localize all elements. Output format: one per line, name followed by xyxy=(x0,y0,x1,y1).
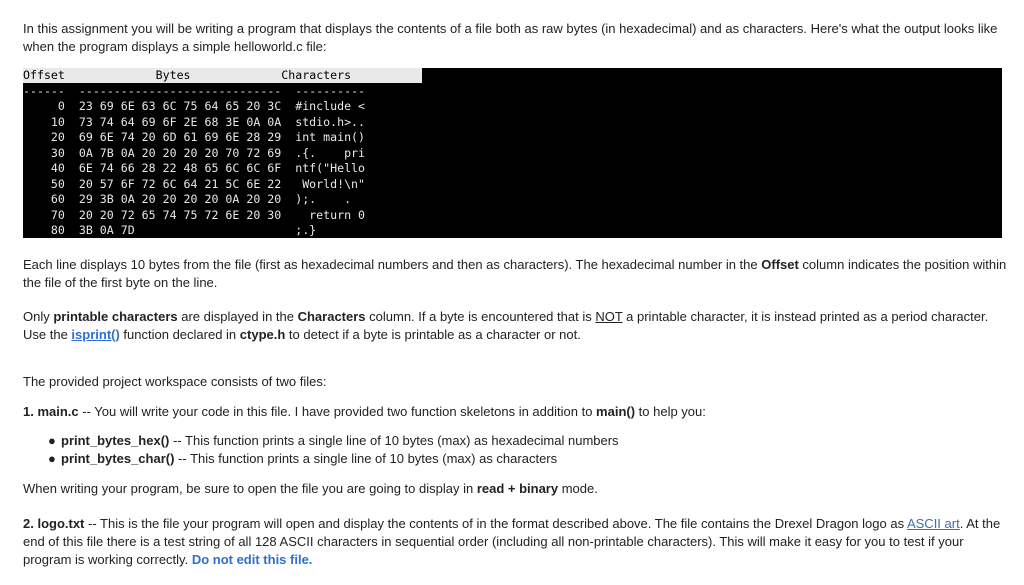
terminal-row xyxy=(23,146,365,162)
not-term: NOT xyxy=(595,309,623,324)
text: function declared in xyxy=(119,327,240,342)
text: -- You will write your code in this file. I have provided two function skeletons in addition to xyxy=(78,404,597,419)
header-bytes: Bytes xyxy=(155,68,191,82)
main-c-paragraph xyxy=(23,403,1008,421)
printable-term: printable characters xyxy=(53,309,178,324)
terminal-header xyxy=(23,68,351,84)
row-bytes: 73 74 64 69 6F 2E 68 3E 0A 0A xyxy=(78,114,282,129)
text: Each line displays 10 bytes from the file (first as hexadecimal numbers and then as characters). The hexadecimal number in the xyxy=(23,257,762,272)
header-characters: Characters xyxy=(281,68,352,82)
text: column indicates the position within the file of the first byte on the line. xyxy=(23,257,1007,290)
text: a printable character, it is instead printed as a period character. Use the xyxy=(23,309,989,342)
row-bytes: 23 69 6E 63 6C 75 64 65 20 3C xyxy=(78,99,282,113)
row-bytes: 29 3B 0A 20 20 20 20 0A 20 20 xyxy=(78,192,282,206)
intro-text: In this assignment you will be writing a program that displays the contents of a file both as raw bytes (in hexadecimal) and as characters. Here's what the output looks like when the program displays a simple helloworld.c file: xyxy=(23,21,998,54)
mode-term: read + binary xyxy=(476,481,559,496)
terminal-row xyxy=(23,177,365,193)
terminal-row xyxy=(23,223,316,239)
text: -- This is the file your program will open and display the contents of in the format described above. The file contains the Drexel Dragon logo as xyxy=(84,516,907,531)
list-item xyxy=(23,450,619,468)
text: The provided project workspace consists of two files: xyxy=(23,374,327,389)
logo-txt-paragraph xyxy=(23,515,1008,569)
terminal-separator xyxy=(23,84,365,100)
separator-characters: ---------- xyxy=(295,83,366,98)
line-description-paragraph xyxy=(23,256,1008,292)
text: . At the end of this file there is a test string of all 128 ASCII characters in sequential order (including all non-printable characters). This will make it easy for you to test if your program is working correctly. xyxy=(23,516,1001,567)
row-offset: 60 xyxy=(50,192,65,206)
row-bytes: 20 20 72 65 74 75 72 6E 20 30 xyxy=(78,207,282,222)
row-offset: 0 xyxy=(57,99,65,113)
bullet-icon: ● xyxy=(48,433,56,448)
row-offset: 10 xyxy=(50,114,65,129)
row-offset: 80 xyxy=(50,223,65,237)
logo-txt-heading: 2. logo.txt xyxy=(23,516,85,531)
row-bytes: 0A 7B 0A 20 20 20 20 70 72 69 xyxy=(78,145,282,160)
characters-term: Characters xyxy=(297,309,366,324)
list-item xyxy=(23,432,619,450)
terminal-row xyxy=(23,192,365,208)
text: to help you: xyxy=(635,404,706,419)
row-bytes: 6E 74 66 28 22 48 65 6C 6C 6F xyxy=(78,161,282,175)
isprint-link[interactable]: isprint() xyxy=(71,327,120,342)
offset-term: Offset xyxy=(761,257,799,272)
row-characters: int main() xyxy=(295,130,366,144)
row-characters: World!\n" xyxy=(295,176,366,191)
terminal-output xyxy=(23,68,1002,238)
row-bytes: 20 57 6F 72 6C 64 21 5C 6E 22 xyxy=(78,176,282,191)
text: mode. xyxy=(558,481,598,496)
printable-paragraph xyxy=(23,308,1008,344)
ctype-term: ctype.h xyxy=(239,327,286,342)
row-characters: .{. pri xyxy=(295,145,366,160)
row-characters: stdio.h>.. xyxy=(295,114,366,129)
text: are displayed in the xyxy=(177,309,298,324)
bullet-icon: ● xyxy=(48,451,56,466)
main-function-term: main() xyxy=(596,404,636,419)
text: Only xyxy=(23,309,54,324)
header-offset: Offset xyxy=(23,68,65,82)
text: to detect if a byte is printable as a character or not. xyxy=(285,327,581,342)
terminal-row xyxy=(23,208,365,224)
separator-bytes: ----------------------------- xyxy=(78,83,282,98)
row-bytes: 3B 0A 7D xyxy=(78,223,135,237)
terminal-row xyxy=(23,99,365,115)
row-characters: ntf("Hello xyxy=(295,161,366,175)
row-offset: 50 xyxy=(50,176,65,191)
row-bytes: 69 6E 74 20 6D 61 69 6E 28 29 xyxy=(78,130,282,144)
do-not-edit-warning: Do not edit this file. xyxy=(191,552,313,567)
function-description: -- This function prints a single line of 10 bytes (max) as hexadecimal numbers xyxy=(169,433,619,448)
function-name: print_bytes_hex() xyxy=(61,433,170,448)
row-characters: ;.} xyxy=(295,223,317,237)
text: When writing your program, be sure to open the file you are going to display in xyxy=(23,481,477,496)
function-name: print_bytes_char() xyxy=(61,451,175,466)
row-characters: return 0 xyxy=(295,207,366,222)
intro-paragraph xyxy=(23,20,1008,56)
row-characters: );. . xyxy=(295,192,366,206)
terminal-row xyxy=(23,115,365,131)
ascii-art-link[interactable]: ASCII art xyxy=(906,516,960,531)
row-characters: #include < xyxy=(295,99,366,113)
terminal-row xyxy=(23,161,365,177)
row-offset: 40 xyxy=(50,161,65,175)
mode-paragraph xyxy=(23,480,1008,498)
row-offset: 70 xyxy=(50,207,65,222)
terminal-row xyxy=(23,130,365,146)
row-offset: 30 xyxy=(50,145,65,160)
separator-offset: ------ xyxy=(23,83,65,98)
main-c-heading: 1. main.c xyxy=(23,404,79,419)
text: column. If a byte is encountered that is xyxy=(365,309,596,324)
function-list xyxy=(23,432,619,468)
workspace-paragraph xyxy=(23,373,1008,391)
function-description: -- This function prints a single line of 10 bytes (max) as characters xyxy=(174,451,558,466)
row-offset: 20 xyxy=(50,130,65,144)
